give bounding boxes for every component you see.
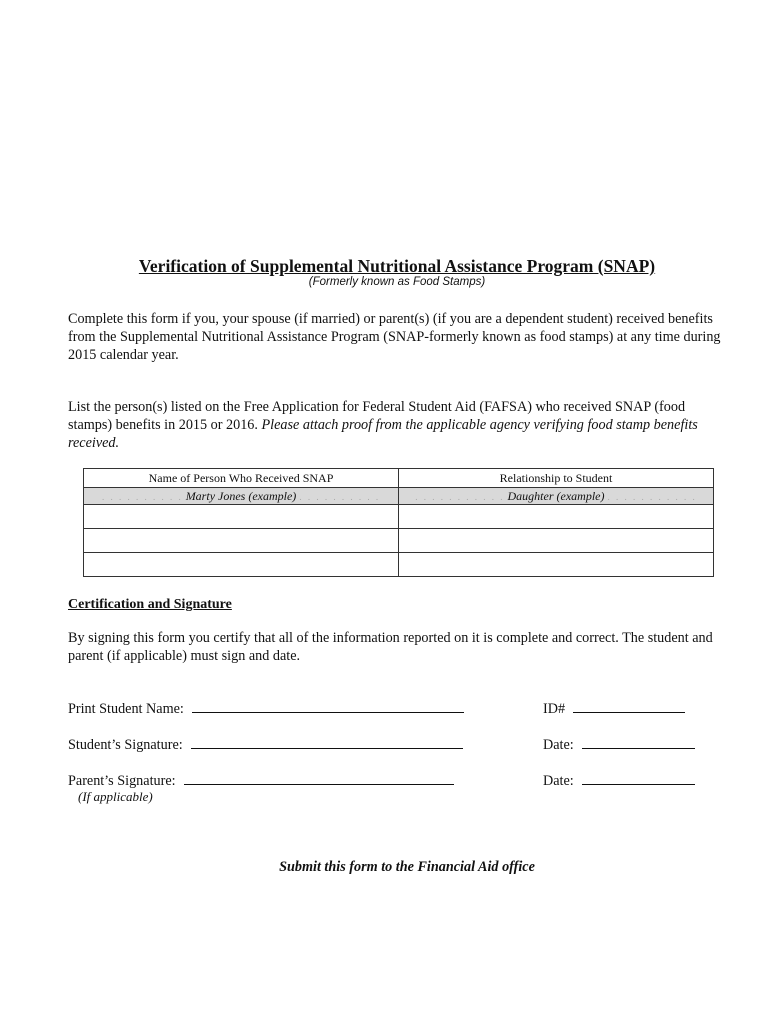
column-header-name: Name of Person Who Received SNAP bbox=[84, 469, 399, 488]
list-instruction-text: List the person(s) listed on the Free Application for Federal Student Aid (FAFSA) who received SNAP (food stamps) benefits in 2015 or 2016. bbox=[68, 399, 686, 433]
table-row bbox=[84, 505, 714, 529]
table-row bbox=[84, 553, 714, 577]
relationship-cell[interactable] bbox=[399, 505, 714, 529]
student-date-field[interactable] bbox=[582, 735, 695, 749]
relationship-cell[interactable] bbox=[399, 529, 714, 553]
example-name-cell bbox=[84, 488, 399, 505]
example-name: Marty Jones (example) bbox=[185, 488, 297, 503]
id-field[interactable] bbox=[573, 699, 685, 713]
intro-paragraph: Complete this form if you, your spouse (if married) or parent(s) (if you are a dependent student) received benefits from the Supplemental Nutritional Assistance Program (SNAP-formerly known as food stamps) at any time during 2015 calendar year. bbox=[68, 311, 721, 363]
relationship-cell[interactable] bbox=[399, 553, 714, 577]
parent-signature-row bbox=[68, 771, 454, 790]
example-row bbox=[84, 488, 714, 505]
student-signature-label: Student’s Signature: bbox=[68, 737, 183, 753]
parent-signature-field[interactable] bbox=[184, 771, 454, 785]
id-row bbox=[543, 699, 685, 718]
student-signature-field[interactable] bbox=[191, 735, 463, 749]
form-subtitle: (Formerly known as Food Stamps) bbox=[308, 276, 486, 288]
dotted-fill-left: . . . . . . . . . . bbox=[101, 491, 183, 502]
student-date-row bbox=[543, 735, 695, 754]
parent-date-row bbox=[543, 771, 695, 790]
example-relationship-cell bbox=[399, 488, 714, 505]
column-header-relationship: Relationship to Student bbox=[399, 469, 714, 488]
certification-heading: Certification and Signature bbox=[68, 597, 232, 612]
dotted-fill-right: . . . . . . . . . . bbox=[299, 491, 381, 502]
list-instruction-italic: Please attach proof from the applicable agency verifying food stamp benefits received. bbox=[68, 417, 698, 451]
dotted-fill-right: . . . . . . . . . . . bbox=[607, 491, 697, 502]
parent-date-field[interactable] bbox=[582, 771, 695, 785]
print-name-label: Print Student Name: bbox=[68, 701, 184, 717]
example-relationship: Daughter (example) bbox=[507, 488, 605, 503]
table-row bbox=[84, 529, 714, 553]
student-signature-row bbox=[68, 735, 463, 754]
snap-recipients-table bbox=[83, 468, 714, 577]
form-title: Verification of Supplemental Nutritional Assistance Program (SNAP) bbox=[138, 256, 656, 276]
certification-text: By signing this form you certify that all of the information reported on it is complete and correct. The student and parent (if applicable) must sign and date. bbox=[68, 630, 713, 664]
submit-instruction: Submit this form to the Financial Aid office bbox=[279, 859, 535, 875]
parent-signature-label: Parent’s Signature: bbox=[68, 773, 176, 789]
name-cell[interactable] bbox=[84, 529, 399, 553]
table-header-row bbox=[84, 469, 714, 488]
print-name-field[interactable] bbox=[192, 699, 464, 713]
date-label: Date: bbox=[543, 773, 574, 789]
print-name-row bbox=[68, 699, 464, 718]
name-cell[interactable] bbox=[84, 505, 399, 529]
list-instruction-paragraph bbox=[68, 398, 728, 452]
date-label: Date: bbox=[543, 737, 574, 753]
dotted-fill-left: . . . . . . . . . . . bbox=[415, 491, 505, 502]
name-cell[interactable] bbox=[84, 553, 399, 577]
id-label: ID# bbox=[543, 701, 566, 717]
if-applicable-note: (If applicable) bbox=[78, 789, 153, 804]
